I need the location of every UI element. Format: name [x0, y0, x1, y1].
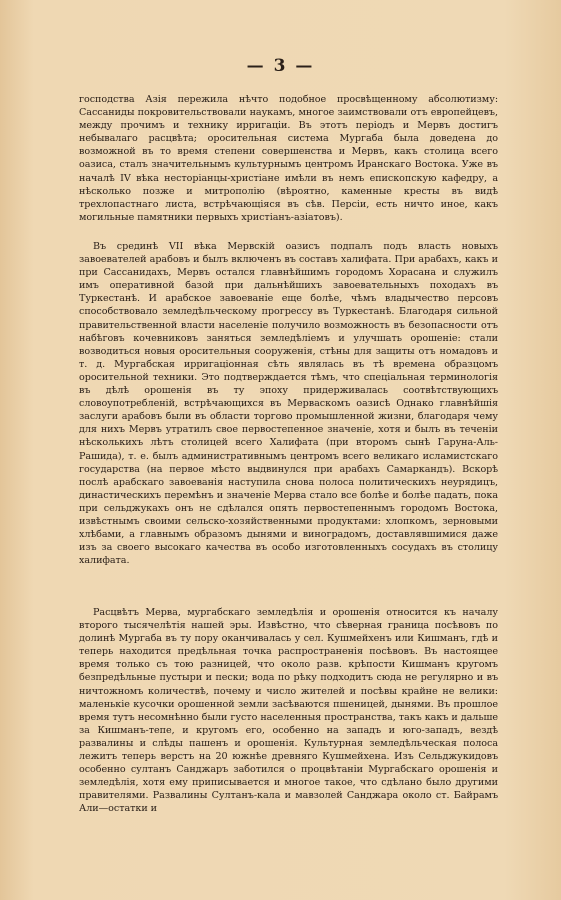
paragraph-2-text: Въ срединѣ VII вѣка Мервскій оазисъ подпалъ подъ власть новыхъ завоевателей арабовъ и былъ включенъ въ составъ халифата. При арабахъ, какъ и при Сассанидахъ, Мервъ остался главнѣйшимъ городомъ Хорасана и служилъ имъ оперативной базой при дальнѣйшихъ завоевательныхъ походахъ въ Туркестанѣ. И арабское завоеваніе еще болѣе, чѣмъ владычество персовъ способствовало земледѣльческому прогрессу въ Туркестанѣ. Благодаря сильной правительственной власти населеніе получило возможность въ безопасности отъ набѣговъ кочевниковъ заняться земледѣліемъ и улучшать орошеніе: стали возводиться новыя оросительныя сооруженія, стѣны для защиты отъ номадовъ и т. д. Мургабская ирригаціонная сѣть являлась въ тѣ времена образцомъ оросительной техники. Это подтверждается тѣмъ, что спеціальная терминологія въ дѣлѣ орошенія въ ту эпоху придерживалась соотвѣтствующихъ словоупотребленій, встрѣчающихся въ Мерваскомъ оазисѣ Однако главнѣйшія заслуги арабовъ были въ области торгово промышленной жизни, благодаря чему для нихъ Мервъ утратилъ свое первостепенное значеніе, хотя и былъ въ теченіи нѣсколькихъ лѣтъ столицей всего Халифата (при второмъ сынѣ Гаруна-Аль-Рашида), т. е. былъ административнымъ центромъ всего великаго исламистскаго государства (на первое мѣсто выдвинулся при арабахъ Самаркандъ). Вскорѣ послѣ арабскаго завоеванія наступила снова полоса политическихъ неурядицъ, династическихъ перемѣнъ и значеніе Мерва стало все болѣе и болѣе падать, пока при сельджукахъ онъ не сдѣлался опять первостепеннымъ городомъ Востока, извѣстнымъ своими сельско-хозяйственными продуктами: хлопкомъ, зерновыми хлѣбами, а главнымъ образомъ дынями и виноградомъ, доставлявшимися даже изъ за своего высокаго качества въ особо изготовленныхъ сосудахъ въ столицу халифата. [79, 241, 498, 567]
paragraph-3 [79, 606, 498, 816]
paragraph-2 [79, 240, 498, 567]
paragraph-1: господства Азія пережила нѣчто подобное просвѣщенному абсолютизму: Сассаниды покровительствовали наукамъ, многое заимствовали отъ европейцевъ, между прочимъ и технику ирригаціи. Въ этотъ періодъ и Мервъ достигъ небывалаго расцвѣта; оросительная система Мургаба была доведена до возможной въ то время степени совершенства и Мервъ, какъ столица всего оазиса, сталъ значительнымъ культурнымъ центромъ Иранскаго Востока. Уже въ началѣ IV вѣка несторіанцы-христіане имѣли въ немъ епископскую кафедру, а нѣсколько позже и митрополію (вѣроятно, каменные кресты въ видѣ трехлопастнаго листа, встрѣчающіяся въ сѣв. Персіи, есть ничто иное, какъ могильные памятники первыхъ христіанъ-азіатовъ). [79, 94, 498, 223]
paragraph-3-text: Расцвѣтъ Мерва, мургабскаго земледѣлія и орошенія относится къ началу второго тысячелѣтія нашей эры. Извѣстно, что сѣверная граница посѣвовъ по долинѣ Мургаба въ ту пору оканчивалась у сел. Кушмейхенъ или Кишманъ, гдѣ и теперь находится предѣльная точка распространенія посѣвовъ. Въ настоящее время только съ тою разницей, что около разв. крѣпости Кишманъ кругомъ безпредѣльные пустыри и пески; вода по рѣку подходитъ сюда не регулярно и въ ничтожномъ количествѣ, почему и число жителей и посѣвы крайне не велики: маленькіе кусочки орошенной земли засѣваются пшеницей, дынями. Въ прошлое время тутъ несомнѣнно были густо населенныя пространства, такъ какъ и дальше за Кишманъ-тепе, и кругомъ его, особенно на западъ и юго-западъ, вездѣ развалины и слѣды пашенъ и орошенія. Культурная земледѣльческая полоса лежитъ теперь верстъ на 20 южнѣе древняго Кушмейхена. Изъ Сельджукидовъ особенно султанъ Санджаръ заботился о процвѣтаніи Мургабскаго орошенія и земледѣлія, хотя ему приписывается и многое такое, что сдѣлано было другими правителями. Развалины Султанъ-кала и мавзолей Санджара около ст. Байрамъ Али—остатки и [79, 607, 498, 815]
page-number: — 3 — [246, 56, 315, 76]
